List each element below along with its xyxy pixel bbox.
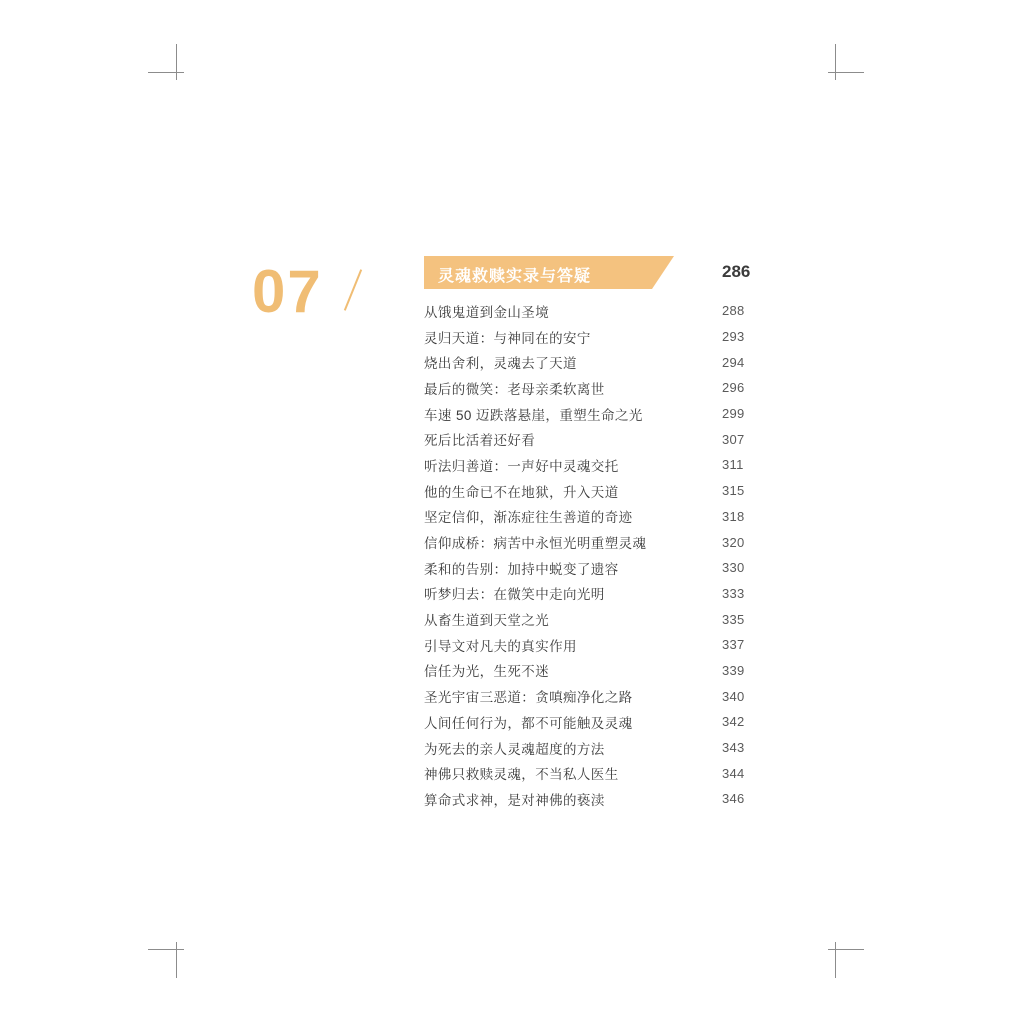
toc-entry-label: 听梦归去：在微笑中走向光明: [424, 587, 605, 603]
toc-entry-label: 柔和的告别：加持中蜕变了遗容: [424, 561, 619, 577]
crop-mark-bottom-right: [818, 932, 864, 978]
toc-entry-label: 灵归天道：与神同在的安宁: [424, 330, 591, 346]
crop-mark-top-left: [148, 44, 194, 90]
toc-entry-label: 神佛只救赎灵魂，不当私人医生: [424, 767, 619, 783]
toc-entry-page: 340: [722, 688, 745, 704]
toc-entry-page: 320: [722, 534, 745, 550]
toc-entry[interactable]: [424, 504, 760, 530]
toc-entry[interactable]: [424, 735, 760, 761]
toc-entry-label: 坚定信仰，渐冻症往生善道的奇迹: [424, 510, 633, 526]
toc-entry-label: 信任为光，生死不迷: [424, 664, 550, 680]
toc-entry-label: 圣光宇宙三恶道：贪嗔痴净化之路: [424, 690, 633, 706]
toc-entry-label: 从饿鬼道到金山圣境: [424, 304, 550, 320]
toc-entry[interactable]: [424, 298, 760, 324]
toc-entry[interactable]: [424, 426, 760, 452]
toc-entry[interactable]: [424, 760, 760, 786]
toc-entry[interactable]: [424, 401, 760, 427]
toc-entry-page: 311: [722, 457, 744, 473]
toc-entry-page: 293: [722, 329, 745, 345]
chapter-title: 灵魂救赎实录与答疑: [438, 268, 592, 285]
toc-entry[interactable]: [424, 349, 760, 375]
toc-entry-label: 最后的微笑：老母亲柔软离世: [424, 381, 605, 397]
toc-entry-page: 346: [722, 791, 745, 807]
toc-entry-label: 算命式求神，是对神佛的亵渎: [424, 792, 605, 808]
toc-entry-label: 信仰成桥：病苦中永恒光明重塑灵魂: [424, 536, 647, 552]
chapter-slash-decoration: [344, 269, 362, 311]
crop-mark-bottom-left: [148, 932, 194, 978]
table-of-contents: [424, 298, 760, 812]
toc-entry-page: 294: [722, 354, 745, 370]
toc-entry[interactable]: [424, 658, 760, 684]
chapter-banner: [424, 256, 674, 289]
toc-entry-page: 315: [722, 483, 745, 499]
toc-entry-label: 人间任何行为，都不可能触及灵魂: [424, 715, 633, 731]
toc-entry-label: 烧出舍利，灵魂去了天道: [424, 356, 577, 372]
toc-entry[interactable]: [424, 632, 760, 658]
toc-entry-page: 307: [722, 431, 745, 447]
toc-entry-label: 听法归善道：一声好中灵魂交托: [424, 458, 619, 474]
toc-entry-label: 车速 50 迈跌落悬崖，重塑生命之光: [424, 407, 643, 423]
toc-entry-page: 299: [722, 406, 745, 422]
crop-mark-top-right: [818, 44, 864, 90]
toc-entry-page: 296: [722, 380, 745, 396]
chapter-page-number: 286: [722, 262, 751, 281]
toc-entry[interactable]: [424, 683, 760, 709]
toc-entry[interactable]: [424, 529, 760, 555]
toc-entry[interactable]: [424, 555, 760, 581]
toc-entry-page: 339: [722, 662, 745, 678]
toc-entry-label: 他的生命已不在地狱，升入天道: [424, 484, 619, 500]
toc-entry[interactable]: [424, 581, 760, 607]
toc-entry[interactable]: [424, 606, 760, 632]
toc-entry[interactable]: [424, 452, 760, 478]
toc-entry-page: 335: [722, 611, 745, 627]
toc-entry-label: 为死去的亲人灵魂超度的方法: [424, 741, 605, 757]
toc-entry-page: 333: [722, 585, 745, 601]
toc-entry-page: 337: [722, 637, 745, 653]
toc-entry-page: 343: [722, 740, 745, 756]
toc-entry[interactable]: [424, 786, 760, 812]
toc-entry[interactable]: [424, 375, 760, 401]
toc-entry-page: 318: [722, 508, 745, 524]
toc-entry[interactable]: [424, 478, 760, 504]
toc-entry-label: 死后比活着还好看: [424, 433, 536, 449]
toc-entry-page: 342: [722, 714, 745, 730]
toc-entry-label: 从畜生道到天堂之光: [424, 613, 550, 629]
toc-entry[interactable]: [424, 324, 760, 350]
toc-entry-page: 330: [722, 560, 745, 576]
toc-entry[interactable]: [424, 709, 760, 735]
toc-entry-label: 引导文对凡夫的真实作用: [424, 638, 577, 654]
toc-entry-page: 344: [722, 765, 745, 781]
chapter-number: 07: [252, 258, 323, 325]
toc-entry-page: 288: [722, 303, 745, 319]
